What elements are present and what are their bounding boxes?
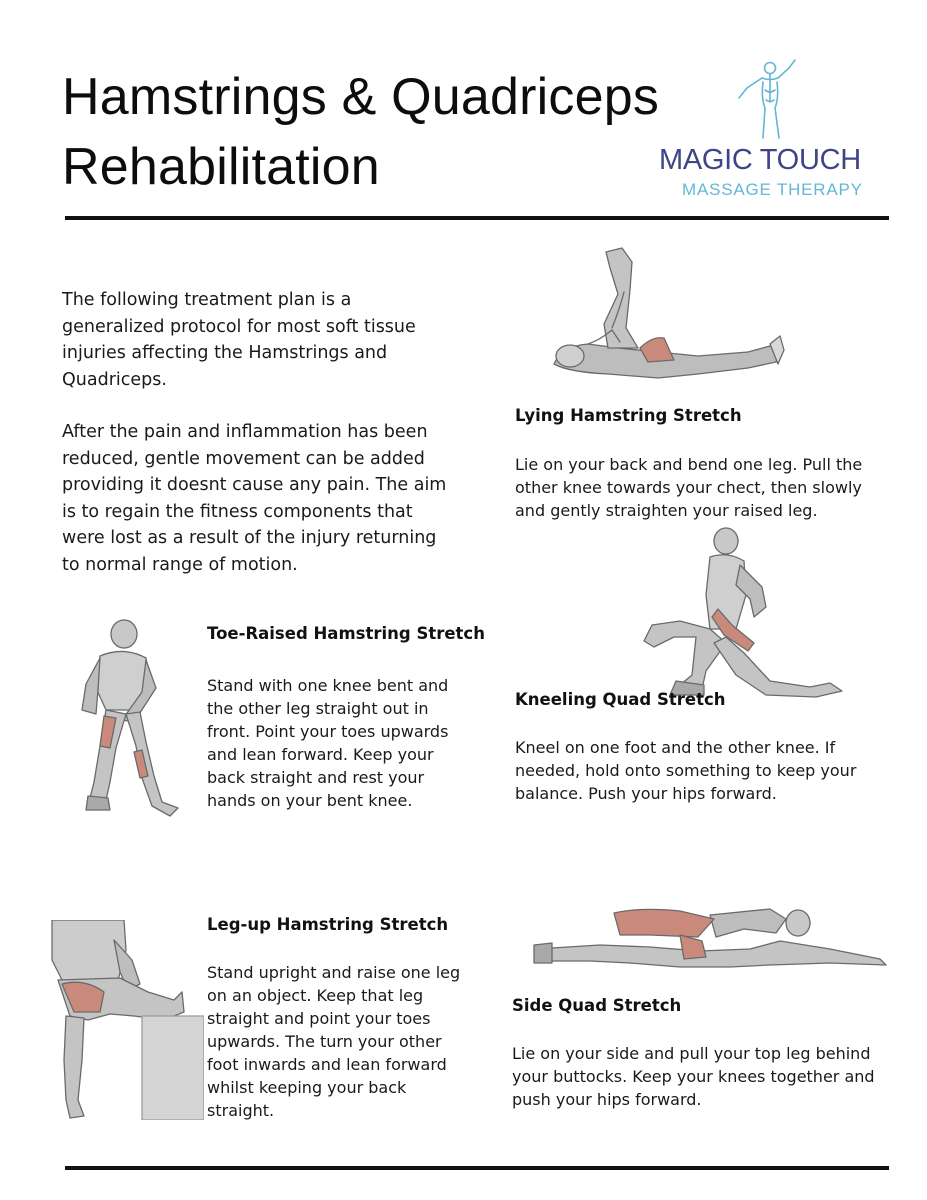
intro-paragraph-1: The following treatment plan is a generalized protocol for most soft tissue injuries affecting the Hamstrings and Quadriceps. [62, 290, 416, 390]
exercise-text-toe-raised-hamstring: Stand with one knee bent and the other leg straight out in front. Point your toes upwards and lean forward. Keep your back straight and rest your hands on your bent knee. [207, 676, 449, 810]
intro-paragraph-2: After the pain and inflammation has been reduced, gentle movement can be added providing it doesnt cause any pain. The aim is to regain the fitness components that were lost as a result of the injury returning to normal range of motion. [62, 422, 447, 575]
brand-tagline: MASSAGE THERAPY [682, 180, 863, 199]
exercise-title-side-quad: Side Quad Stretch [512, 996, 682, 1015]
exercise-title-toe-raised-hamstring: Toe-Raised Hamstring Stretch [207, 624, 485, 643]
lying-hamstring-stretch-illustration [548, 244, 788, 386]
footer-divider [65, 1166, 889, 1170]
exercise-text-side-quad: Lie on your side and pull your top leg behind your buttocks. Keep your knees together and push your hips forward. [512, 1044, 875, 1109]
exercise-text-kneeling-quad: Kneel on one foot and the other knee. If needed, hold onto something to keep your balance. Push your hips forward. [515, 738, 857, 803]
exercise-text-leg-up-hamstring: Stand upright and raise one leg on an object. Keep that leg straight and point your toes upwards. The turn your other foot inwards and lean forward whilst keeping your back straight. [207, 963, 461, 1120]
human-figure-outline-icon [735, 58, 805, 140]
intro-section [62, 287, 457, 604]
exercise-title-lying-hamstring: Lying Hamstring Stretch [515, 406, 742, 425]
page-title-line-1: Hamstrings & Quadriceps [62, 68, 660, 126]
header-divider [65, 216, 889, 220]
toe-raised-hamstring-stretch-illustration [70, 618, 185, 823]
page-title-line-2: Rehabilitation [62, 138, 380, 196]
exercise-title-kneeling-quad: Kneeling Quad Stretch [515, 690, 726, 709]
brand-logo [655, 58, 895, 208]
brand-name: MAGIC TOUCH [659, 144, 861, 176]
exercise-title-leg-up-hamstring: Leg-up Hamstring Stretch [207, 915, 449, 934]
side-quad-stretch-illustration [530, 905, 890, 985]
exercise-text-lying-hamstring: Lie on your back and bend one leg. Pull the other knee towards your chect, then slowly and gently straighten your raised leg. [515, 455, 863, 520]
leg-up-hamstring-stretch-illustration [44, 920, 204, 1120]
page-title [62, 62, 659, 202]
kneeling-quad-stretch-illustration [640, 525, 850, 700]
